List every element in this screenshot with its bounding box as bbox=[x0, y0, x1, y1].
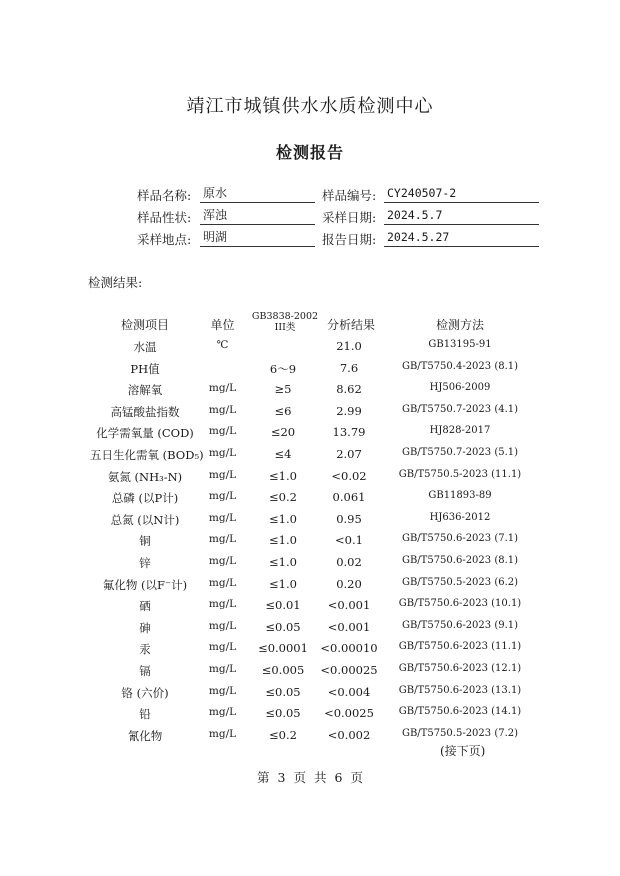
cell-unit: mg/L bbox=[208, 447, 237, 459]
table-row bbox=[0, 339, 620, 360]
cell-item: 铜 bbox=[139, 534, 151, 549]
cell-item: 水温 bbox=[133, 340, 157, 354]
cell-result: 21.0 bbox=[336, 339, 362, 353]
cell-result: 2.99 bbox=[336, 403, 362, 418]
cell-result: <0.00010 bbox=[320, 641, 378, 656]
cell-standard: ≤0.2 bbox=[269, 490, 297, 505]
table-row bbox=[0, 685, 620, 706]
cell-unit: mg/L bbox=[208, 663, 237, 675]
cell-method: GB/T5750.4-2023 (8.1) bbox=[401, 360, 519, 372]
cell-result: 0.95 bbox=[336, 511, 362, 526]
table-row bbox=[0, 447, 620, 468]
page-total: 6 bbox=[334, 770, 343, 785]
cell-result: <0.02 bbox=[331, 468, 367, 483]
cell-item: PH值 bbox=[130, 361, 160, 376]
cell-standard: ≤1.0 bbox=[269, 555, 297, 569]
table-row bbox=[0, 425, 620, 446]
cell-unit: mg/L bbox=[208, 403, 237, 416]
header-item: 检测项目 bbox=[120, 318, 169, 332]
cell-unit: mg/L bbox=[208, 641, 237, 654]
cell-result: 13.79 bbox=[332, 425, 366, 440]
table-row bbox=[0, 404, 620, 425]
report-date-label: 报告日期: bbox=[322, 232, 377, 247]
cell-result: 8.62 bbox=[336, 382, 362, 397]
table-row bbox=[0, 490, 620, 511]
table-row bbox=[0, 512, 620, 533]
sample-state-value: 浑浊 bbox=[200, 208, 315, 225]
cell-standard: ≤0.01 bbox=[265, 598, 301, 613]
cell-result: <0.002 bbox=[327, 727, 371, 742]
cell-result: <0.001 bbox=[327, 619, 371, 634]
sampling-site-value: 明湖 bbox=[200, 230, 315, 247]
cell-method: GB/T5750.5-2023 (7.2) bbox=[401, 727, 519, 739]
cell-item: 汞 bbox=[139, 642, 151, 657]
table-row bbox=[0, 663, 620, 684]
cell-method: GB/T5750.6-2023 (11.1) bbox=[398, 641, 522, 653]
table-row bbox=[0, 728, 620, 749]
cell-standard: ≤6 bbox=[274, 403, 292, 418]
cell-result: <0.00025 bbox=[320, 663, 378, 677]
cell-result: 0.02 bbox=[336, 555, 362, 569]
table-row bbox=[0, 641, 620, 662]
cell-item: 氰化物 bbox=[127, 728, 163, 743]
cell-item: 化学需氧量 (COD) bbox=[96, 426, 194, 441]
cell-standard: ≤4 bbox=[274, 447, 292, 461]
cell-item: 总磷 (以P计) bbox=[111, 491, 179, 506]
cell-method: HJ506-2009 bbox=[429, 382, 491, 394]
cell-method: GB/T5750.7-2023 (4.1) bbox=[401, 403, 519, 415]
sample-no-label: 样品编号: bbox=[322, 188, 377, 203]
sample-state-label: 样品性状: bbox=[137, 210, 192, 225]
cell-standard: ≤0.05 bbox=[265, 619, 301, 634]
cell-standard: ≤0.2 bbox=[269, 727, 297, 742]
header-unit: 单位 bbox=[210, 318, 235, 332]
sample-no-value: CY240507-2 bbox=[384, 186, 539, 203]
table-row bbox=[0, 533, 620, 554]
cell-method: GB13195-91 bbox=[428, 339, 492, 350]
cell-item: 铬 (六价) bbox=[121, 685, 169, 700]
cell-method: GB/T5750.6-2023 (7.1) bbox=[401, 533, 519, 545]
cell-result: <0.1 bbox=[335, 533, 363, 548]
cell-standard: ≤0.05 bbox=[265, 706, 301, 721]
cell-method: GB11893-89 bbox=[428, 490, 492, 502]
page-prefix: 第 bbox=[257, 770, 270, 785]
cell-unit: mg/L bbox=[208, 468, 237, 481]
results-label: 检测结果: bbox=[88, 275, 143, 290]
cell-standard: ≤0.005 bbox=[261, 663, 305, 677]
cell-unit: mg/L bbox=[208, 576, 237, 589]
table-row bbox=[0, 555, 620, 576]
cell-result: <0.004 bbox=[327, 684, 371, 699]
cell-method: GB/T5750.6-2023 (13.1) bbox=[398, 684, 522, 696]
cell-unit: mg/L bbox=[208, 555, 237, 567]
header-method: 检测方法 bbox=[435, 318, 484, 332]
cell-method: GB/T5750.5-2023 (11.1) bbox=[398, 468, 522, 480]
cell-unit: mg/L bbox=[208, 684, 237, 697]
cell-unit: mg/L bbox=[208, 727, 237, 740]
page-footer bbox=[0, 768, 620, 786]
cell-unit: mg/L bbox=[208, 490, 237, 503]
cell-unit: mg/L bbox=[208, 533, 237, 546]
cell-item: 氨氮 (NH₃-N) bbox=[107, 469, 183, 484]
header-standard-line2: III类 bbox=[274, 322, 296, 333]
cell-unit: mg/L bbox=[208, 619, 237, 632]
cell-item: 砷 bbox=[139, 620, 151, 635]
cell-method: GB/T5750.6-2023 (14.1) bbox=[398, 706, 522, 718]
table-row bbox=[0, 469, 620, 490]
cell-result: 7.6 bbox=[339, 360, 359, 375]
header-standard-line1: GB3838-2002 bbox=[251, 311, 319, 322]
sampling-date-label: 采样日期: bbox=[322, 210, 377, 225]
cell-item: 铅 bbox=[139, 707, 151, 722]
cell-result: <0.001 bbox=[327, 598, 371, 613]
continued-note: (接下页) bbox=[440, 744, 486, 758]
cell-unit: mg/L bbox=[208, 382, 237, 395]
cell-standard: 6～9 bbox=[269, 361, 297, 376]
page-current: 3 bbox=[277, 770, 286, 785]
cell-unit: mg/L bbox=[208, 706, 237, 719]
cell-standard: ≤0.0001 bbox=[258, 641, 308, 656]
cell-standard: ≤1.0 bbox=[269, 576, 297, 591]
cell-item: 锌 bbox=[139, 556, 151, 570]
cell-method: GB/T5750.7-2023 (5.1) bbox=[401, 447, 519, 458]
cell-item: 五日生化需氧 (BOD₅) bbox=[90, 448, 204, 462]
cell-item: 溶解氧 bbox=[127, 383, 163, 398]
report-title: 检测报告 bbox=[275, 143, 344, 162]
cell-unit: mg/L bbox=[208, 598, 237, 611]
header-result: 分析结果 bbox=[326, 318, 375, 332]
cell-result: 2.07 bbox=[336, 447, 362, 461]
cell-method: HJ828-2017 bbox=[429, 425, 491, 437]
table-row bbox=[0, 361, 620, 382]
table-row bbox=[0, 598, 620, 619]
sampling-date-value: 2024.5.7 bbox=[384, 208, 539, 225]
cell-standard: ≤20 bbox=[270, 425, 296, 440]
table-row bbox=[0, 620, 620, 641]
cell-result: 0.061 bbox=[332, 490, 366, 505]
cell-method: HJ636-2012 bbox=[429, 511, 491, 523]
cell-result: <0.0025 bbox=[324, 706, 374, 721]
cell-item: 氟化物 (以F⁻计) bbox=[102, 577, 188, 592]
sample-name-value: 原水 bbox=[200, 186, 315, 203]
cell-standard: ≤0.05 bbox=[265, 684, 301, 699]
cell-unit: ℃ bbox=[216, 339, 229, 351]
organization-name: 靖江市城镇供水水质检测中心 bbox=[186, 96, 434, 117]
cell-method: GB/T5750.6-2023 (12.1) bbox=[398, 663, 522, 674]
table-row bbox=[0, 382, 620, 403]
page-mid: 页 共 bbox=[293, 770, 327, 785]
cell-method: GB/T5750.6-2023 (8.1) bbox=[401, 555, 519, 566]
cell-standard: ≤1.0 bbox=[269, 533, 297, 548]
header-standard bbox=[250, 311, 320, 333]
sample-name-label: 样品名称: bbox=[137, 188, 192, 203]
cell-item: 总氮 (以N计) bbox=[110, 512, 180, 527]
cell-method: GB/T5750.6-2023 (9.1) bbox=[401, 619, 519, 631]
cell-item: 高锰酸盐指数 bbox=[110, 404, 180, 419]
cell-standard: ≤1.0 bbox=[269, 468, 297, 483]
table-row bbox=[0, 706, 620, 727]
report-date-value: 2024.5.27 bbox=[384, 230, 539, 247]
cell-standard: ≥5 bbox=[274, 382, 292, 397]
cell-item: 硒 bbox=[139, 599, 151, 614]
cell-item: 镉 bbox=[139, 664, 151, 678]
sampling-site-label: 采样地点: bbox=[137, 232, 192, 247]
cell-unit: mg/L bbox=[208, 511, 237, 524]
table-row bbox=[0, 577, 620, 598]
cell-standard: ≤1.0 bbox=[269, 511, 297, 526]
cell-unit: mg/L bbox=[208, 425, 237, 438]
cell-method: GB/T5750.5-2023 (6.2) bbox=[401, 576, 519, 588]
cell-method: GB/T5750.6-2023 (10.1) bbox=[398, 598, 522, 610]
page-suffix: 页 bbox=[350, 770, 363, 785]
cell-result: 0.20 bbox=[336, 576, 362, 591]
